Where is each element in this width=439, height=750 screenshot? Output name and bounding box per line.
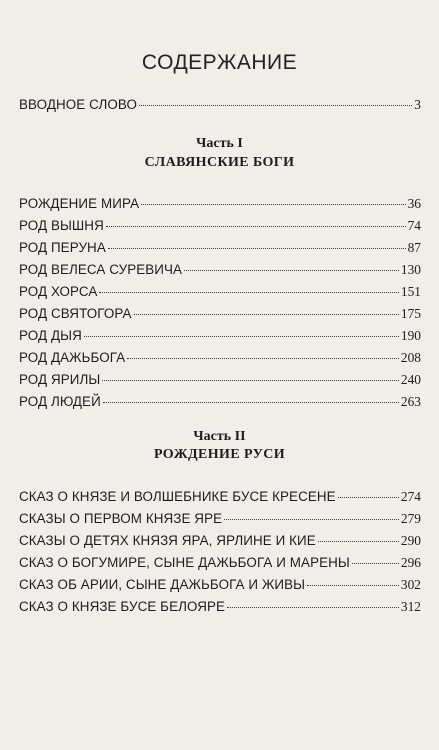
toc-entry-page: 87	[407, 240, 421, 255]
toc-entry	[19, 347, 421, 369]
dot-leader	[84, 336, 399, 337]
toc-entry	[19, 508, 421, 530]
toc-entry	[19, 193, 421, 215]
toc-entry-page: 208	[400, 350, 421, 365]
toc-entry	[19, 259, 421, 281]
toc-entry	[19, 215, 421, 237]
toc-entry-title: РОД ХОРСА	[19, 284, 98, 299]
toc-entry	[19, 486, 421, 508]
toc-entry-title: РОД ЯРИЛЫ	[19, 372, 101, 387]
toc-entry-title: РОД ЛЮДЕЙ	[19, 394, 101, 409]
toc-entry-title: РОД СВЯТОГОРА	[19, 306, 132, 321]
dot-leader	[184, 270, 399, 271]
toc-entry	[19, 303, 421, 325]
toc-entry	[19, 369, 421, 391]
toc-entry-page: 290	[400, 533, 421, 548]
toc-entry-page: 190	[400, 328, 421, 343]
toc-entry-title: СКАЗ О КНЯЗЕ БУСЕ БЕЛОЯРЕ	[19, 599, 226, 614]
toc-entry-page: 302	[400, 577, 421, 592]
toc-entry-page: 279	[400, 511, 421, 526]
dot-leader	[108, 248, 406, 249]
toc-entry	[19, 281, 421, 303]
toc-entry-title: СКАЗЫ О ДЕТЯХ КНЯЗЯ ЯРА, ЯРЛИНЕ И КИЕ	[19, 533, 316, 548]
dot-leader	[141, 204, 405, 205]
toc-entry-page: 74	[407, 218, 421, 233]
toc-entry-title: РОД ВЫШНЯ	[19, 218, 104, 233]
dot-leader	[99, 292, 398, 293]
toc-entry-title: СКАЗ О КНЯЗЕ И ВОЛШЕБНИКЕ БУСЕ КРЕСЕНЕ	[19, 489, 336, 504]
dot-leader	[103, 402, 399, 403]
part-2-name: РОЖДЕНИЕ РУСИ	[153, 447, 286, 462]
toc-entry-title: РОД ПЕРУНА	[19, 240, 106, 255]
toc-entry-page: 175	[400, 306, 421, 321]
toc-entry-page: 36	[407, 196, 421, 211]
toc-entry	[19, 596, 421, 618]
toc-entry-title: РОД ДЫЯ	[19, 328, 82, 343]
dot-leader	[227, 607, 399, 608]
toc-entry-title: СКАЗ ОБ АРИИ, СЫНЕ ДАЖЬБОГА И ЖИВЫ	[19, 577, 306, 592]
dot-leader	[318, 541, 399, 542]
toc-entry-title: РОД ВЕЛЕСА СУРЕВИЧА	[19, 262, 183, 277]
toc-entry-title: РОД ДАЖЬБОГА	[19, 350, 126, 365]
dot-leader	[307, 585, 399, 586]
dot-leader	[134, 314, 399, 315]
toc-entry-page: 274	[400, 489, 421, 504]
part-1-name: СЛАВЯНСКИЕ БОГИ	[144, 155, 295, 170]
toc-entry	[19, 325, 421, 347]
toc-entry	[19, 391, 421, 413]
toc-entry	[19, 237, 421, 259]
toc-entry-title: СКАЗЫ О ПЕРВОМ КНЯЗЕ ЯРЕ	[19, 511, 223, 526]
toc-entry-page: 130	[400, 262, 421, 277]
dot-leader	[352, 563, 399, 564]
dot-leader	[106, 226, 406, 227]
dot-leader	[224, 519, 399, 520]
toc-entry	[19, 530, 421, 552]
toc-entry	[19, 552, 421, 574]
dot-leader	[338, 497, 399, 498]
toc-entry-page: 263	[400, 394, 421, 409]
toc-entry-page: 296	[400, 555, 421, 570]
toc-entry-title: ВВОДНОЕ СЛОВО	[19, 97, 137, 112]
toc-entry-title: СКАЗ О БОГУМИРЕ, СЫНЕ ДАЖЬБОГА И МАРЕНЫ	[19, 555, 350, 570]
toc-entry-page: 312	[400, 599, 421, 614]
toc-entry-intro	[19, 94, 421, 116]
dot-leader	[127, 358, 399, 359]
toc-entry-title: РОЖДЕНИЕ МИРА	[19, 196, 140, 211]
toc-entry-page: 151	[400, 284, 421, 299]
dot-leader	[139, 105, 412, 106]
dot-leader	[102, 380, 399, 381]
toc-entry-page: 240	[400, 372, 421, 387]
toc-entry	[19, 574, 421, 596]
part-1-number: Часть I	[196, 136, 243, 151]
toc-title: СОДЕРЖАНИЕ	[141, 51, 298, 74]
part-2-number: Часть II	[193, 429, 246, 444]
toc-entry-page: 3	[414, 97, 421, 112]
